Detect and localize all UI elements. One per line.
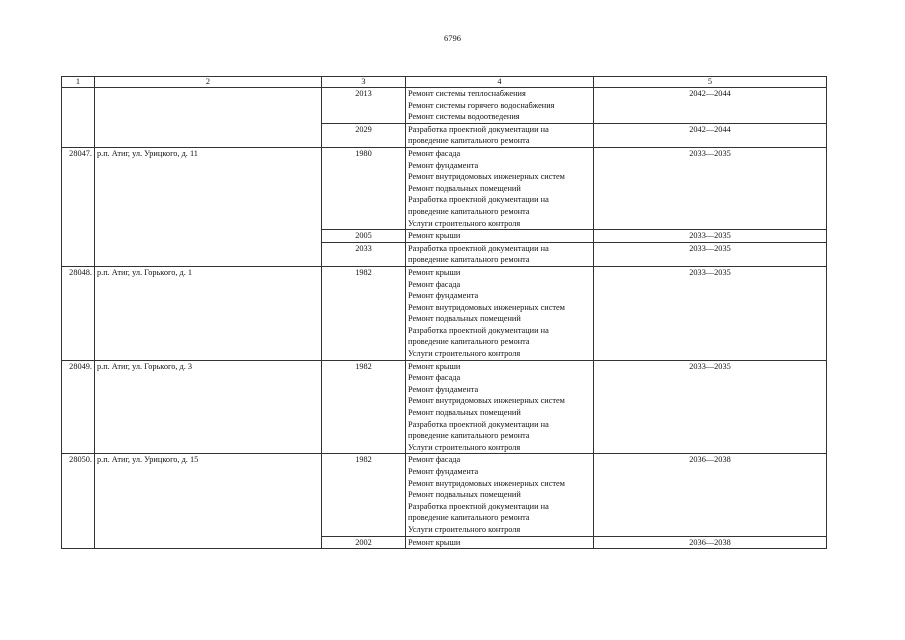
row-address: р.п. Атиг, ул. Горького, д. 1 xyxy=(95,266,322,360)
repair-schedule-table xyxy=(61,76,827,549)
header-row xyxy=(62,77,827,88)
work-item: Ремонт крыши xyxy=(408,361,461,371)
table-row xyxy=(62,147,827,229)
row-works xyxy=(406,123,594,147)
row-year: 2033 xyxy=(322,242,406,266)
work-item: Ремонт фасада xyxy=(408,455,461,465)
work-item: Ремонт фасада xyxy=(408,279,461,289)
work-item: Ремонт фундамента xyxy=(408,291,479,301)
row-address: р.п. Атиг, ул. Горького, д. 3 xyxy=(95,360,322,454)
work-item: Ремонт подвальных помещений xyxy=(408,490,521,500)
work-item: Ремонт фундамента xyxy=(408,160,479,170)
row-number xyxy=(62,88,95,148)
row-number: 28049. xyxy=(62,360,95,454)
table-row xyxy=(62,88,827,124)
work-item: Ремонт фасада xyxy=(408,148,461,158)
row-works xyxy=(406,536,594,549)
work-item: проведение капитального ремонта xyxy=(408,255,530,265)
work-item: проведение капитального ремонта xyxy=(408,337,530,347)
work-item: Ремонт крыши xyxy=(408,267,461,277)
work-item: Ремонт подвальных помещений xyxy=(408,183,521,193)
header-cell-3: 3 xyxy=(322,77,406,88)
work-item: Услуги строительного контроля xyxy=(408,524,521,534)
row-period: 2036—2038 xyxy=(594,454,827,536)
row-works xyxy=(406,242,594,266)
header-cell-4: 4 xyxy=(406,77,594,88)
row-number: 28047. xyxy=(62,147,95,266)
work-item: Услуги строительного контроля xyxy=(408,218,521,228)
work-item: Услуги строительного контроля xyxy=(408,442,521,452)
work-item: Разработка проектной документации на xyxy=(408,195,549,205)
work-item: Разработка проектной документации на xyxy=(408,419,549,429)
work-item: Ремонт системы горячего водоснабжения xyxy=(408,100,555,110)
row-number: 28048. xyxy=(62,266,95,360)
work-item: Разработка проектной документации на xyxy=(408,501,549,511)
row-year: 1982 xyxy=(322,360,406,454)
work-item: Разработка проектной документации на xyxy=(408,325,549,335)
work-item: Ремонт системы водоотведения xyxy=(408,112,520,122)
work-item: Ремонт подвальных помещений xyxy=(408,408,521,418)
work-item: проведение капитального ремонта xyxy=(408,431,530,441)
row-year: 2013 xyxy=(322,88,406,124)
header-cell-2: 2 xyxy=(95,77,322,88)
row-works xyxy=(406,454,594,536)
work-item: Ремонт внутридомовых инженерных систем xyxy=(408,396,565,406)
work-item: Ремонт внутридомовых инженерных систем xyxy=(408,302,565,312)
header-cell-1: 1 xyxy=(62,77,95,88)
row-year: 2029 xyxy=(322,123,406,147)
row-year: 2002 xyxy=(322,536,406,549)
table-row xyxy=(62,360,827,454)
row-works xyxy=(406,360,594,454)
page-number: 6796 xyxy=(444,33,461,43)
row-period: 2036—2038 xyxy=(594,536,827,549)
work-item: Ремонт фасада xyxy=(408,373,461,383)
work-item: Услуги строительного контроля xyxy=(408,349,521,359)
work-item: Ремонт фундамента xyxy=(408,467,479,476)
row-address: р.п. Атиг, ул. Урицкого, д. 11 xyxy=(95,147,322,266)
row-period: 2033—2035 xyxy=(594,242,827,266)
row-works xyxy=(406,147,594,229)
table-row xyxy=(62,266,827,360)
row-period: 2042—2044 xyxy=(594,123,827,147)
work-item: Ремонт крыши xyxy=(408,537,461,547)
row-works xyxy=(406,88,594,124)
row-year: 2005 xyxy=(322,230,406,243)
header-cell-5: 5 xyxy=(594,77,827,88)
row-period: 2033—2035 xyxy=(594,147,827,229)
row-year: 1982 xyxy=(322,454,406,536)
work-item: Ремонт внутридомовых инженерных систем xyxy=(408,478,565,488)
work-item: Ремонт подвальных помещений xyxy=(408,314,521,324)
work-item: Разработка проектной документации на xyxy=(408,124,549,134)
row-works xyxy=(406,266,594,360)
work-item: Ремонт внутридомовых инженерных систем xyxy=(408,172,565,182)
row-period: 2033—2035 xyxy=(594,230,827,243)
row-number: 28050. xyxy=(62,454,95,549)
row-address: р.п. Атиг, ул. Урицкого, д. 15 xyxy=(95,454,322,549)
work-item: проведение капитального ремонта xyxy=(408,206,530,216)
row-works xyxy=(406,230,594,243)
work-item: Ремонт системы теплоснабжения xyxy=(408,89,526,98)
row-address xyxy=(95,88,322,148)
table-row xyxy=(62,454,827,536)
work-item: проведение капитального ремонта xyxy=(408,136,530,146)
work-item: Ремонт крыши xyxy=(408,231,461,241)
row-period: 2033—2035 xyxy=(594,360,827,454)
work-item: Ремонт фундамента xyxy=(408,384,479,394)
row-period: 2042—2044 xyxy=(594,88,827,124)
row-year: 1982 xyxy=(322,266,406,360)
work-item: Разработка проектной документации на xyxy=(408,243,549,253)
work-item: проведение капитального ремонта xyxy=(408,513,530,523)
row-year: 1980 xyxy=(322,147,406,229)
row-period: 2033—2035 xyxy=(594,266,827,360)
